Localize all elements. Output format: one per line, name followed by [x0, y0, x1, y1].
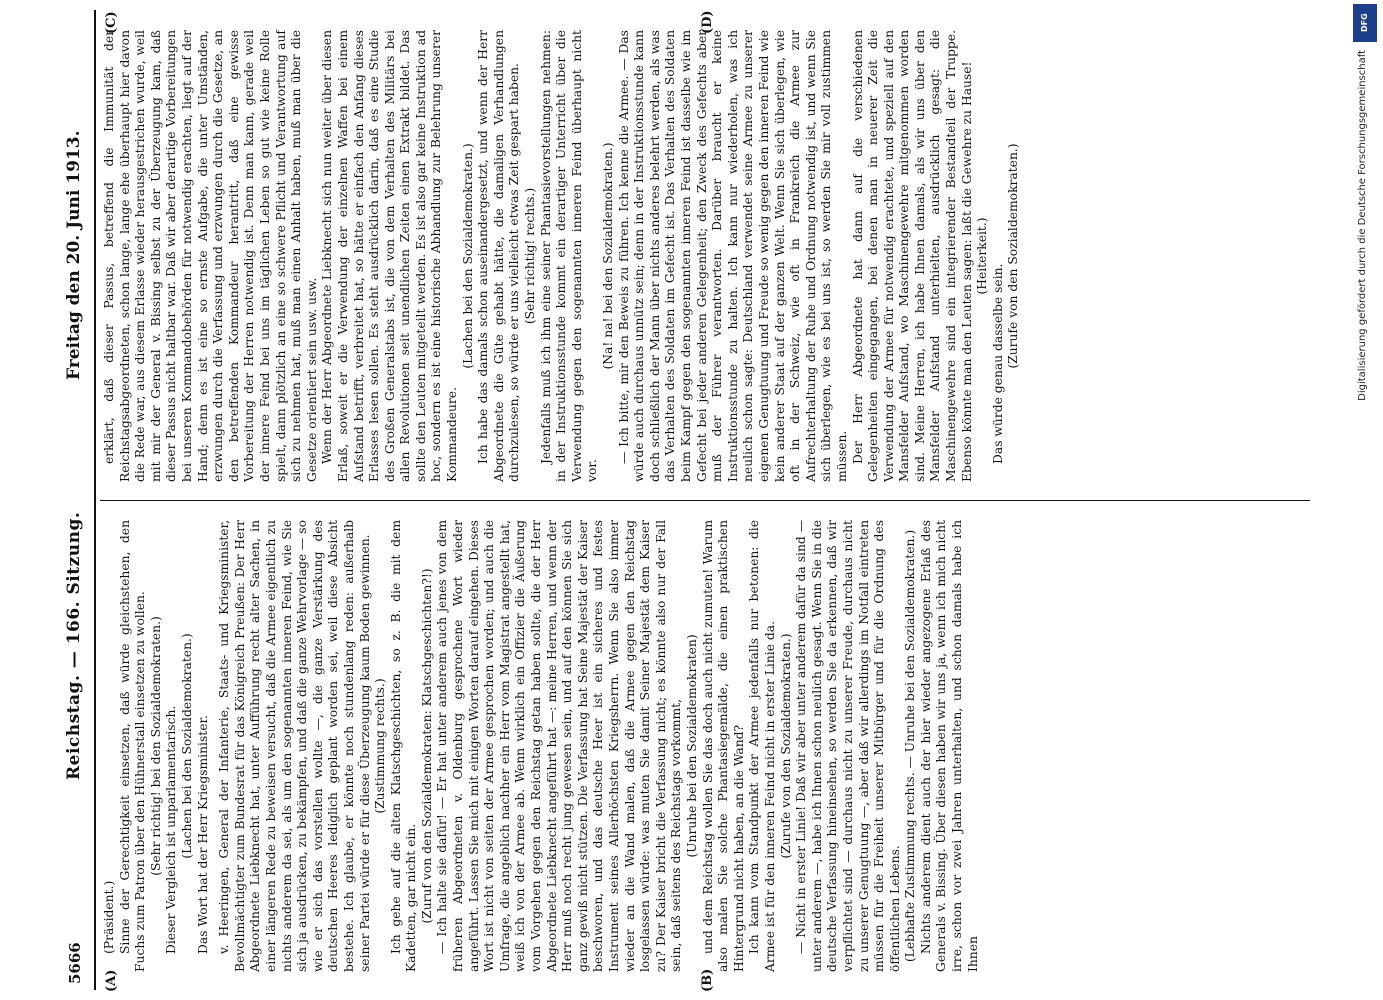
paragraph: Ich gehe auf die alten Klatschgeschichten, so z. B. die mit dem Kadetten, gar nicht ein. [388, 520, 419, 972]
paragraph: (Präsident.) [102, 880, 116, 954]
interjection: (Heiterkeit.) [975, 217, 990, 295]
paragraph: — Ich bitte, mir den Beweis zu führen. Ich kenne die Armee. — Das würde auch durchaus unnütz sein; denn in der Instruktionsstunde kann doch schließlich der Mann über nichts anderes belehrt werden, als was das Verhalten des Soldaten im Gefecht ist. Das Verhalten des Soldaten beim Kampf gegen den sogenannten inneren Feind ist dasselbe wie im Gefecht bei jeder anderen Gelegenheit; den Zweck des Gefechts aber muß der Führer verantworten. Darüber braucht er keine Instruktionsstunde zu halten. Ich kann nur wiederholen, was ich neulich schon sagte: Deutschland verwendet seine Armee zu unserer eigenen Genugtuung und Freude so wenig gegen den inneren Feind wie kein anderer Staat auf der ganzen Welt. Wenn Sie sich überlegen, wie oft in der Schweiz, wie oft in Frankreich die Armee zur Aufrechterhaltung der Ruhe und Ordnung notwendig ist, und wenn Sie sich überlegen, wie es bei uns ist, so werden Sie mir voll zustimmen müssen. [616, 30, 849, 482]
page-number: 5666 [66, 942, 84, 984]
interjection: (Zustimmung rechts.) [373, 678, 388, 814]
interjection: (Lebhafte Zustimmung rechts. — Unruhe bei den Sozialdemokraten.) [903, 529, 918, 963]
paragraph: Jedenfalls muß ich ihm eine seiner Phantasievorstellungen nehmen: in der Instruktionsstunde kommt ein derartiger Unterricht über die Verwendung gegen den sogenannten inneren Feind überhaupt nicht vor. [538, 30, 600, 482]
paragraph: erklärt, daß dieser Passus, betreffend die Immunität der Reichstagsabgeordneten, schon lange, lange ehe überhaupt hier davon die Rede war, aus diesem Erlasse wieder herausgestrichen wurde, weil mit mir der General v. Bissing selbst zu der Überzeugung kam, daß dieser Passus nicht haltbar war. Daß wir aber derartige Vorbereitungen bei unseren Kommandobehörden für notwendig erachten, liegt auf der Hand; denn es ist eine so ernste Aufgabe, die unter Umständen, erzwungen durch die Verfassung und erzwungen durch die Gesetze, an den betreffenden Kommandeur herantritt, daß eine gewisse Vorbereitung der Herren notwendig ist. Denn man kann, gerade weil der innere Feind bei uns im täglichen Leben so gut wie keine Rolle spielt, dann plötzlich an eine so schwere Pflicht und Verantwortung auf sich zu nehmen hat, muß man einen Anhalt haben, muß man über die Gesetze orientiert sein usw. usw. [102, 30, 319, 482]
page-header [60, 10, 96, 990]
paragraph: Dieser Vergleich ist unparlamentarisch. [164, 705, 179, 954]
right-column [102, 30, 1022, 482]
interjection: (Sehr richtig! rechts.) [523, 187, 538, 325]
rotated-page [60, 10, 1320, 990]
session-date: Freitag den 20. Juni 1913. [64, 130, 84, 380]
margin-marker-d: (D) [700, 10, 715, 34]
paragraph: — Nicht in erster Linie! Daß wir aber unter anderem dafür da sind — unter anderem —, habe ich Ihnen schon neulich gesagt. Wenn Sie in die deutsche Verfassung hineinsehen, so werden Sie da erkennen, daß wir verpflichtet sind — durchaus nicht zu unserer Freude, durchaus nicht zu unserer Genugtuung —, aber daß wir allerdings im Notfall eintreten müssen für die Freiheit unserer Mitbürger und für die Ordnung des öffentlichen Lebens. [794, 520, 902, 972]
paragraph: — Ich halte sie dafür! — Er hat unter anderem auch jenes von dem früheren Abgeordneten v. Oldenburg gesprochene Wort wieder angeführt. Lassen Sie mich mit einigen Worten darauf eingehen. Dieses Wort ist nicht von seiten der Armee gesprochen worden; und auch die Umfrage, die angeblich nachher ein Herr vom Magistrat angestellt hat, weiß ich von der Armee ab. Wenn wirklich ein Offizier die Äußerung vom Vorgehen gegen den Reichstag getan haben sollte, die der Herr Abgeordnete Liebknecht angeführt hat —: meine Herren, und wenn der Herr muß noch recht jung gewesen sein, und auf den können Sie sich ganz gewiß nicht stützen. Die Verfassung hat Seine Majestät der Kaiser beschworen, und das deutsche Heer ist ein sicheres und festes Instrument seines Allerhöchsten Kriegsherrn. Wenn Sie also immer wieder an die Wand malen, daß die Armee gegen den Reichstag losgelassen würde: was muten Sie damit Seiner Majestät dem Kaiser zu? Der Kaiser bricht die Verfassung nicht; es könnte also nur der Fall sein, daß seitens des Reichstags vorkommt, [435, 520, 684, 972]
session-title: Reichstag. — 166. Sitzung. [64, 511, 84, 780]
digitization-credit: Digitalisierung gefördert durch die Deutsche Forschungsgemeinschaft [1357, 50, 1368, 401]
left-column [102, 520, 981, 972]
interjection: (Zurufe von den Sozialdemokraten.) [778, 633, 793, 859]
interjection: (Na! na! bei den Sozialdemokraten.) [601, 142, 615, 370]
interjection: (Unruhe bei den Sozialdemokraten) [684, 634, 699, 858]
column-divider [100, 500, 1310, 501]
dfg-logo: DFG [1353, 4, 1377, 42]
paragraph: und dem Reichstag wollen Sie das doch auch nicht zumuten! Warum also malen Sie solche Phantasiegemälde, die einen praktischen Hintergrund nicht haben, an die Wand? [700, 520, 746, 972]
paragraph: Sinne der Gerechtigkeit einsetzen, daß würde gleichstehen, den Fuchs zum Patron über den Hühnerstall einsetzen zu wollen. [117, 520, 148, 972]
paragraph: Das Wort hat der Herr Kriegsminister. [195, 715, 210, 954]
paragraph: Wenn der Herr Abgeordnete Liebknecht sich nun weiter über diesen Erlaß, soweit er die Verwendung der einzelnen Waffen bei einem Aufstand betrifft, verbreitet hat, so hätte er einfach den Anfang dieses Erlasses lesen sollen. Es steht ausdrücklich darin, daß es eine Studie des Großen Generalstabs ist, die von dem Verhalten des Militärs bei allen Revolutionen seit unendlichen Zeiten einen Extrakt bildet. Das sollte den Leuten mitgeteilt werden. Es ist also gar keine Instruktion ad hoc, sondern es ist eine historische Abhandlung zur Belehrung unserer Kommandeure. [320, 30, 460, 482]
paragraph: Der Herr Abgeordnete hat dann auf die verschiedenen Gelegenheiten eingegangen, bei denen man in neuerer Zeit die Verwendung der Armee für notwendig erachtete, und speziell auf den Mansfelder Aufstand, wo Maschinengewehre mitgenommen worden sind. Meine Herren, ich habe Ihnen damals, als wir uns über den Mansfelder Aufstand unterhielten, ausdrücklich gesagt: die Maschinengewehre sind ein integrierender Bestandteil der Truppe. Ebenso könnte man den Leuten sagen: laßt die Gewehre zu Hause! [850, 30, 974, 482]
paragraph: Nichts anderem dient auch der hier wieder angezogene Erlaß des Generals v. Bissing. Über diesen haben wir uns ja, wenn ich mich nicht irre, schon vor zwei Jahren unterhalten, und schon damals habe ich Ihnen [918, 520, 980, 972]
margin-marker-a: (A) [104, 969, 119, 992]
credit-strip [1350, 0, 1380, 1000]
paragraph: v. Heeringen, General der Infanterie, Staats- und Kriegsminister, Bevollmächtigter zum Bundesrat für das Königreich Preußen: Der Herr Abgeordnete Liebknecht hat, unter Aufführung recht alter Sachen, in einer längeren Rede zu beweisen versucht, daß die Armee eigentlich zu nichts anderem da sei, als um den sogenannten inneren Feind, wie Sie sich ja ausdrücken, zu bekämpfen, und daß die ganze Wehrvorlage — so wie er sich das vorstellen wollte —, die ganze Verstärkung des deutschen Heeres lediglich geplant worden sei, weil diese Absicht bestehe. Ich glaube, er könnte noch stundenlang reden: außerhalb seiner Partei würde er für diese Überzeugung kaum Boden gewinnen. [217, 520, 372, 972]
paragraph: Das würde genau dasselbe sein. [990, 263, 1005, 464]
margin-marker-b: (B) [700, 968, 715, 992]
margin-marker-c: (C) [104, 11, 119, 34]
paragraph: Ich habe das damals schon auseinandergesetzt, und wenn der Herr Abgeordnete die Güte gehabt hätte, die damaligen Verhandlungen durchzulesen, so würde er uns vielleicht etwas Zeit gespart haben. [476, 30, 522, 482]
interjection: (Zurufe von den Sozialdemokraten.) [1006, 143, 1021, 369]
interjection: (Zuruf von den Sozialdemokraten: Klatschgeschichten?!) [419, 568, 434, 924]
interjection: (Lachen bei den Sozialdemokraten.) [179, 633, 194, 859]
paragraph: Ich kann vom Standpunkt der Armee jedenfalls nur betonen: die Armee ist für den inneren Feind nicht in erster Linie da. [747, 520, 777, 972]
interjection: (Lachen bei den Sozialdemokraten.) [460, 143, 475, 369]
interjection: (Sehr richtig! bei den Sozialdemokraten.) [148, 616, 163, 876]
